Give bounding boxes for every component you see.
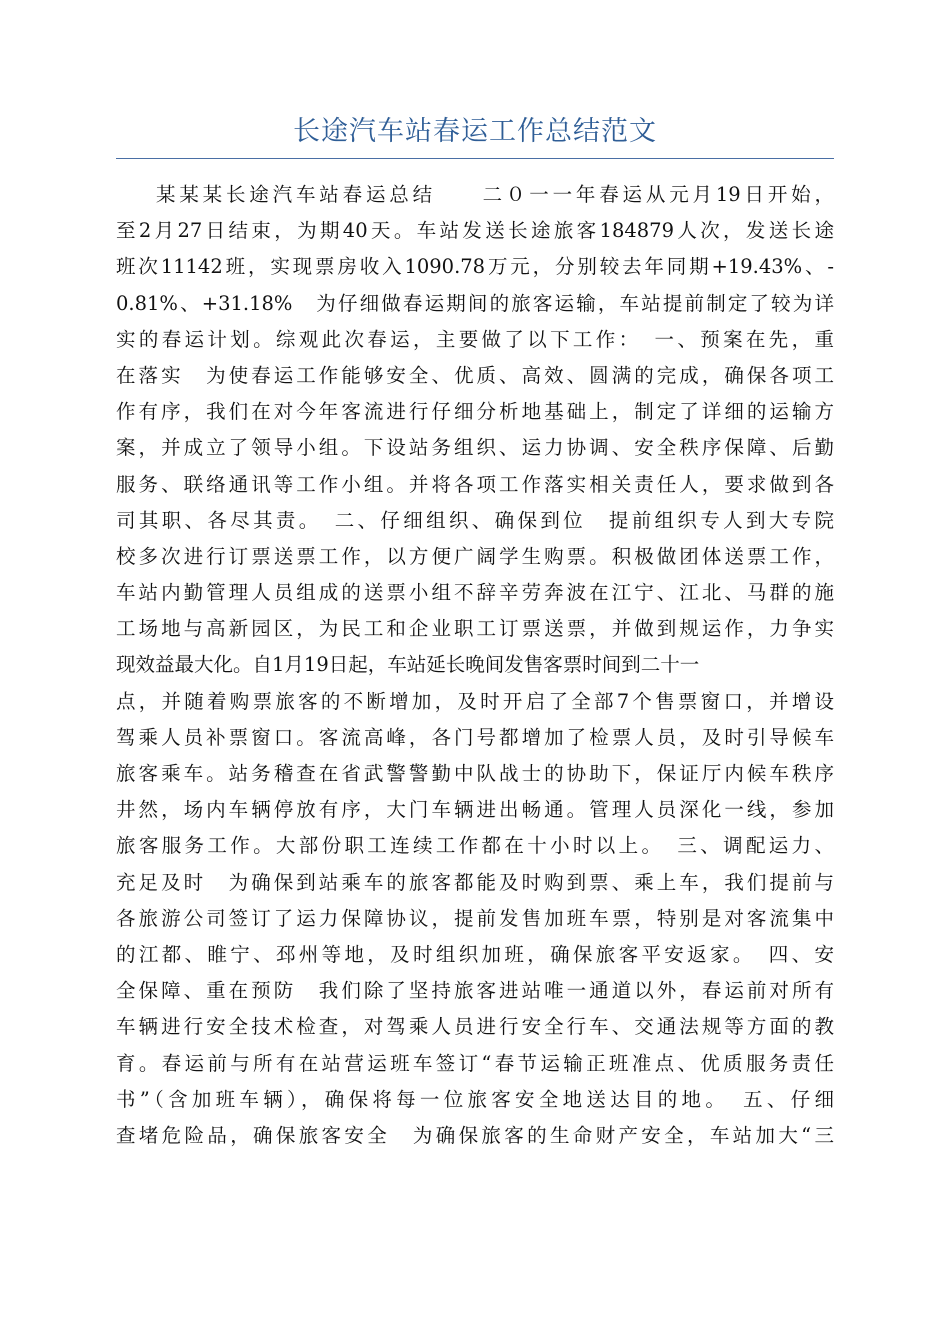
body-line: 查堵危险品，确保旅客安全 为确保旅客的生命财产安全，车站加大“三 <box>116 1123 834 1147</box>
body-line: 案，并成立了领导小组。下设站务组织、运力协调、安全秩序保障、后勤 <box>116 436 834 460</box>
document-title: 长途汽车站春运工作总结范文 <box>293 116 657 147</box>
body-line: 书”（含加班车辆），确保将每一位旅客安全地送达目的地。 五、仔细 <box>116 1087 834 1111</box>
body-line: 充足及时 为确保到站乘车的旅客都能及时购到票、乘上车，我们提前与 <box>116 870 834 894</box>
body-line: 驾乘人员补票窗口。客流高峰，各门号都增加了检票人员，及时引导候车 <box>116 725 834 749</box>
body-line: 现效益最大化。自1月19日起，车站延长晚间发售客票时间到二十一 <box>116 653 700 677</box>
body-line: 旅客乘车。站务稽查在省武警警勤中队战士的协助下，保证厅内候车秩序 <box>116 762 834 785</box>
title-block <box>116 110 834 159</box>
body-line: 至2月27日结束，为期40天。车站发送长途旅客184879人次，发送长途 <box>116 219 834 243</box>
body-line: 井然，场内车辆停放有序，大门车辆进出畅通。管理人员深化一线，参加 <box>116 798 834 822</box>
body-line: 点，并随着购票旅客的不断增加，及时开启了全部7个售票窗口，并增设 <box>116 689 834 713</box>
body-line: 校多次进行订票送票工作，以方便广阔学生购票。积极做团体送票工作， <box>116 544 834 568</box>
body-line: 的江都、睢宁、邳州等地，及时组织加班，确保旅客平安返家。 四、安 <box>116 942 834 966</box>
body-line: 班次11142班，实现票房收入1090.78万元，分别较去年同期+19.43%、- <box>116 255 834 279</box>
body-line: 车站内勤管理人员组成的送票小组不辞辛劳奔波在江宁、江北、马群的施 <box>116 581 834 605</box>
body-line: 某某某长途汽车站春运总结 二０一一年春运从元月19日开始， <box>156 183 834 206</box>
body-line: 全保障、重在预防 我们除了坚持旅客进站唯一通道以外，春运前对所有 <box>116 979 834 1003</box>
body-line: 旅客服务工作。大部份职工连续工作都在十小时以上。 三、调配运力、 <box>116 834 834 858</box>
body-line: 实的春运计划。综观此次春运，主要做了以下工作： 一、预案在先，重 <box>116 327 834 351</box>
body-line: 0.81%、+31.18% 为仔细做春运期间的旅客运输，车站提前制定了较为详 <box>116 291 834 315</box>
body-line: 车辆进行安全技术检查，对驾乘人员进行安全行车、交通法规等方面的教 <box>116 1015 834 1039</box>
document-body <box>116 177 834 1154</box>
body-line: 作有序，我们在对今年客流进行仔细分析地基础上，制定了详细的运输方 <box>116 400 834 424</box>
body-line: 服务、联络通讯等工作小组。并将各项工作落实相关责任人，要求做到各 <box>116 472 834 496</box>
body-line: 各旅游公司签订了运力保障协议，提前发售加班车票，特别是对客流集中 <box>116 906 834 930</box>
body-line: 在落实 为使春运工作能够安全、优质、高效、圆满的完成，确保各项工 <box>116 363 834 387</box>
body-line: 育。春运前与所有在站营运班车签订“春节运输正班准点、优质服务责任 <box>116 1051 834 1075</box>
body-line: 司其职、各尽其责。 二、仔细组织、确保到位 提前组织专人到大专院 <box>116 508 834 532</box>
body-line: 工场地与高新园区，为民工和企业职工订票送票，并做到规运作，力争实 <box>116 617 834 641</box>
